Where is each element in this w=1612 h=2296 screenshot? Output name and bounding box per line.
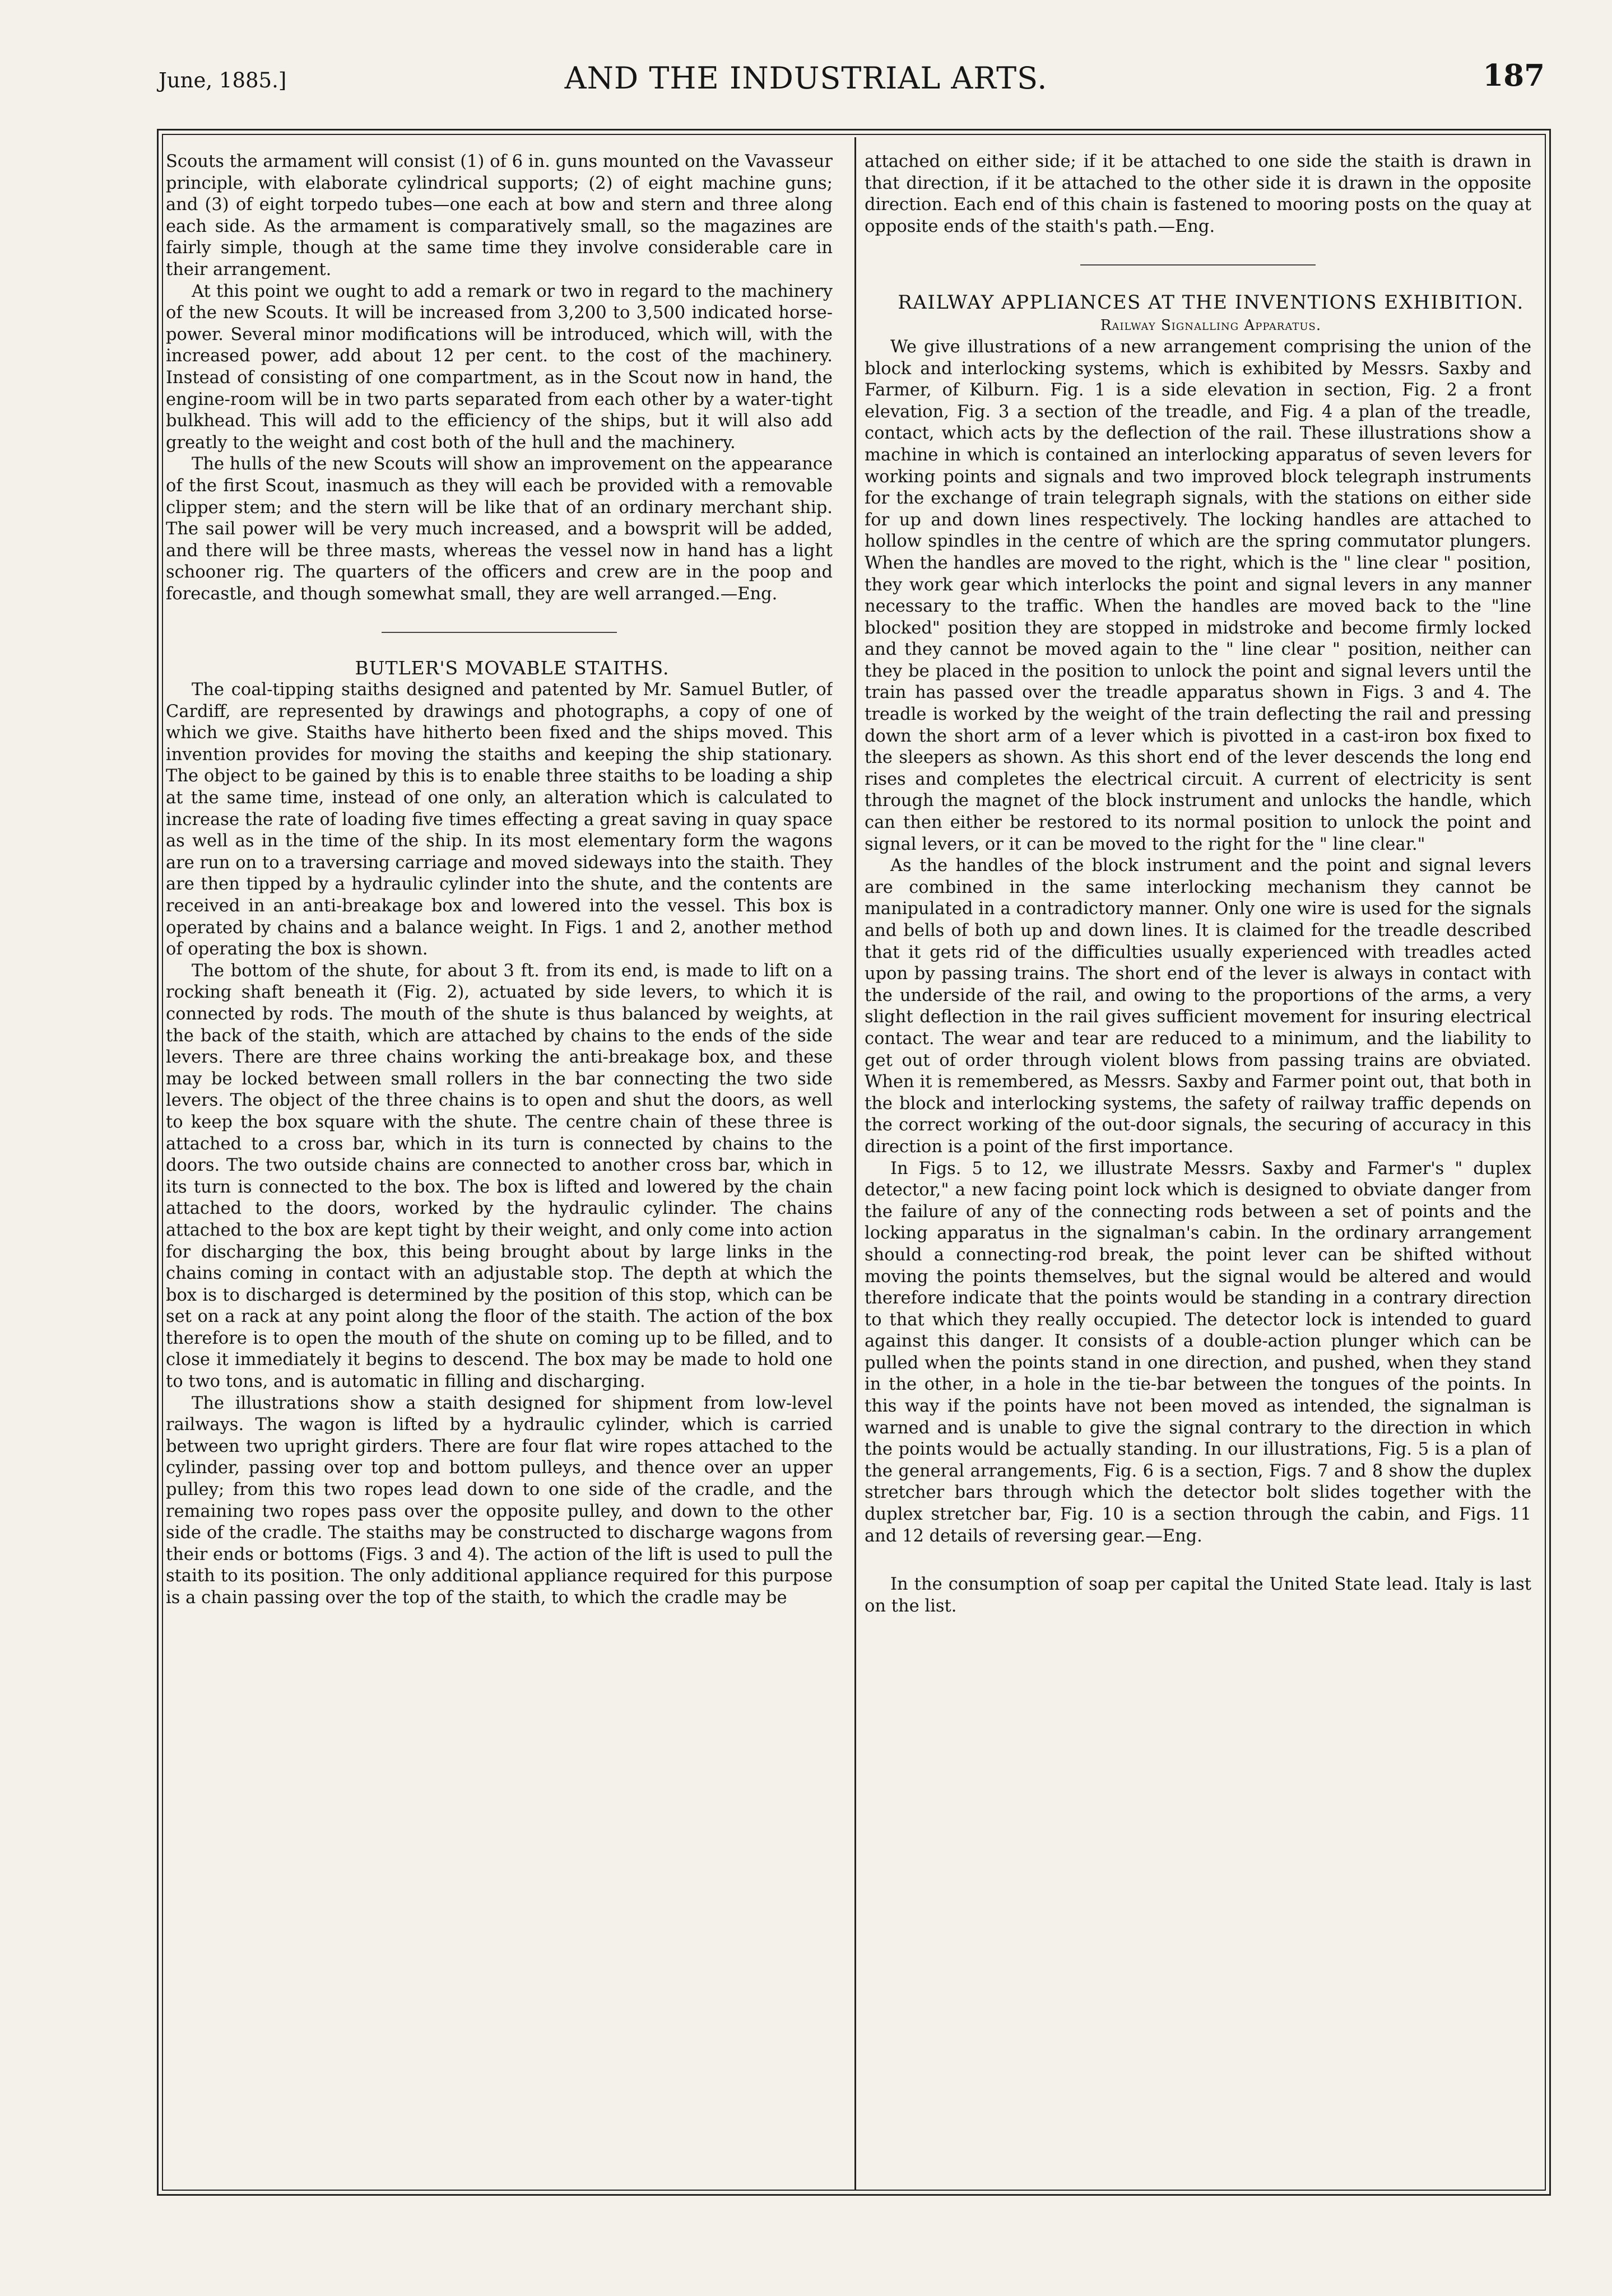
staith-continuation: attached on either side; if it be attached to one side the staith is drawn in that direction, if it be attached to the other side it is drawn in the opposite direction. Each end of this chain is fastened to mooring posts on the quay at opposite ends of the staith's path.—Eng. [865, 152, 1531, 236]
butler-paragraph-1: The coal-tipping staiths designed and patented by Mr. Samuel Butler, of Cardiff, are represented by drawings and photographs, a copy of one of which we give. Staiths have hitherto been fixed and the ships moved. This invention provides for moving the staiths and keeping the ship stationary. The object to be gained by this is to enable three staiths to be loading a ship at the same time, instead of one only, an alteration which is calculated to increase the rate of loading five times effecting a great saving in quay space as well as in the time of the ship. In its most elementary form the wagons are run on to a traversing carriage and moved sideways into the staith. They are then tipped by a hydraulic cylinder into the shute, and the contents are received in an anti-breakage box and lowered into the vessel. This box is operated by chains and a balance weight. In Figs. 1 and 2, another method of operating the box is shown. [166, 680, 833, 960]
right-column [865, 151, 1531, 2179]
scouts-paragraph-2: At this point we ought to add a remark or two in regard to the machinery of the new Scouts. It will be increased from 3,200 to 3,500 indicated horse-power. Several minor modifications will be introduced, which will, with the increased power, add about 12 per cent. to the cost of the machinery. Instead of consisting of one compartment, as in the Scout now in hand, the engine-room will be in two parts separated from each other by a water-tight bulkhead. This will add to the efficiency of the ships, but it will also add greatly to the weight and cost both of the hull and the machinery. [166, 281, 833, 453]
butler-heading: BUTLER'S MOVABLE STAITHS. [355, 657, 670, 679]
section-rule [382, 632, 617, 633]
column-divider [854, 137, 856, 2190]
railway-paragraph-2: As the handles of the block instrument and the point and signal levers are combined in the same interlocking mechanism they cannot be manipulated in a contradictory manner. Only one wire is used for the signals and bells of both up and down lines. It is claimed for the treadle described that it gets rid of the difficulties usually experienced with treadles acted upon by passing trains. The short end of the lever is always in contact with the underside of the rail, and owing to the proportions of the arms, a very slight deflection in the rail gives sufficient movement for insuring electrical contact. The wear and tear are reduced to a minimum, and the liability to get out of order through violent blows from passing trains are obviated. When it is remembered, as Messrs. Saxby and Farmer point out, that both in the block and interlocking systems, the safety of railway traffic depends on the correct working of the out-door signals, the securing of accuracy in this direction is a point of the first importance. [865, 856, 1531, 1157]
railway-paragraph-1: We give illustrations of a new arrangement comprising the union of the block and interlocking systems, which is exhibited by Messrs. Saxby and Farmer, of Kilburn. Fig. 1 is a side elevation in section, Fig. 2 a front elevation, Fig. 3 a section of the treadle, and Fig. 4 a plan of the treadle, contact, which acts by the deflection of the rail. These illustrations show a machine in which is contained an interlocking apparatus of seven levers for working points and signals and two improved block telegraph instruments for the exchange of train telegraph signals, with the stations on either side for up and down lines respectively. The locking handles are attached to hollow spindles in the centre of which are the spring commutator plungers. When the handles are moved to the right, which is the " line clear " position, they work gear which interlocks the point and signal levers in any manner necessary to the traffic. When the handles are moved back to the "line blocked" position they are stopped in midstroke and become firmly locked and they cannot be moved again to the " line clear " position, neither can they be placed in the position to unlock the point and signal levers until the train has passed over the treadle apparatus shown in Figs. 3 and 4. The treadle is worked by the weight of the train deflecting the rail and pressing down the short arm of a lever which is pivotted in a cast-iron box fixed to the sleepers as shown. As this short end of the lever descends the long end rises and completes the electrical circuit. A current of electricity is sent through the magnet of the block instrument and unlocks the handle, which can then either be restored to its normal position to unlock the point and signal levers, or it can be moved to the right for the " line clear." [865, 337, 1531, 854]
scouts-paragraph-3: The hulls of the new Scouts will show an improvement on the appearance of the first Scout, inasmuch as they will each be provided with a removable clipper stem; and the stern will be like that of an ordinary merchant ship. The sail power will be very much increased, and a bowsprit will be added, and there will be three masts, whereas the vessel now in hand has a light schooner rig. The quarters of the officers and crew are in the poop and forecastle, and though somewhat small, they are well arranged.—Eng. [166, 454, 833, 604]
butler-paragraph-2: The bottom of the shute, for about 3 ft. from its end, is made to lift on a rocking shaft beneath it (Fig. 2), actuated by side levers, to which it is connected by rods. The mouth of the shute is thus balanced by weights, at the back of the staith, which are attached by chains to the ends of the side levers. There are three chains working the anti-breakage box, and these may be locked between small rollers in the bar connecting the two side levers. The object of the three chains is to open and shut the doors, as well to keep the box square with the shute. The centre chain of these three is attached to a cross bar, which in its turn is connected by chains to the doors. The two outside chains are connected to another cross bar, which in its turn is connected to the box. The box is lifted and lowered by the chain attached to the doors, worked by the hydraulic cylinder. The chains attached to the box are kept tight by their weight, and only come into action for discharging the box, this being brought about by large links in the chains coming in contact with an adjustable stop. The depth at which the box is to discharged is determined by the position of this stop, which can be set on a rack at any point along the floor of the staith. The action of the box therefore is to open the mouth of the shute on coming up to be filled, and to close it immediately it begins to descend. The box may be made to hold one to two tons, and is automatic in filling and discharging. [166, 961, 833, 1392]
section-rule [1080, 264, 1316, 266]
spacer [865, 1547, 1531, 1574]
issue-date: June, 1885.] [159, 68, 287, 92]
scouts-paragraph-1: Scouts the armament will consist (1) of 6 in. guns mounted on the Vavasseur principle, with elaborate cylindrical supports; (2) of eight machine guns; and (3) of eight torpedo tubes—one each at bow and stern and three along each side. As the armament is comparatively small, so the magazines are fairly simple, though at the same time they involve considerable care in their arrangement. [166, 152, 833, 280]
railway-heading: RAILWAY APPLIANCES AT THE INVENTIONS EXHIBITION. [898, 291, 1524, 314]
page-number: 187 [1483, 58, 1545, 93]
railway-subheading: Railway Signalling Apparatus. [1100, 317, 1322, 334]
butler-paragraph-3: The illustrations show a staith designed for shipment from low-level railways. The wagon is lifted by a hydraulic cylinder, which is carried between two upright girders. There are four flat wire ropes attached to the cylinder, passing over top and bottom pulleys, and thence over an upper pulley; from this two ropes lead down to one side of the cradle, and the remaining two ropes pass over the opposite pulley, and down to the other side of the cradle. The staiths may be constructed to discharge wagons from their ends or bottoms (Figs. 3 and 4). The action of the lift is used to pull the staith to its position. The only additional appliance required for this purpose is a chain passing over the top of the staith, to which the cradle may be [166, 1393, 833, 1608]
soap-note: In the consumption of soap per capital the United State lead. Italy is last on the list. [865, 1575, 1531, 1616]
railway-paragraph-3: In Figs. 5 to 12, we illustrate Messrs. Saxby and Farmer's " duplex detector," a new facing point lock which is designed to obviate danger from the failure of any of the connecting rods between a set of points and the locking apparatus in the signalman's cabin. In the ordinary arrangement should a connecting-rod break, the point lever can be shifted without moving the points themselves, but the signal would be altered and would therefore indicate that the points would be standing in a contrary direction to that which they really occupied. The detector lock is intended to guard against this danger. It consists of a double-action plunger which can be pulled when the points stand in one direction, and pushed, when they stand in the other, in a hole in the tie-bar between the tongues of the points. In this way if the points have not been moved as intended, the signalman is warned and is unable to give the signal contrary to the direction in which the points would be actually standing. In our illustrations, Fig. 5 is a plan of the general arrangements, Fig. 6 is a section, Figs. 7 and 8 show the duplex stretcher bars through which the detector bolt slides together with the duplex stretcher bar, Fig. 10 is a section through the cabin, and Figs. 11 and 12 details of reversing gear.—Eng. [865, 1158, 1531, 1546]
page-header [0, 0, 1612, 134]
running-title: AND THE INDUSTRIAL ARTS. [564, 60, 1048, 96]
left-column [166, 151, 833, 2179]
